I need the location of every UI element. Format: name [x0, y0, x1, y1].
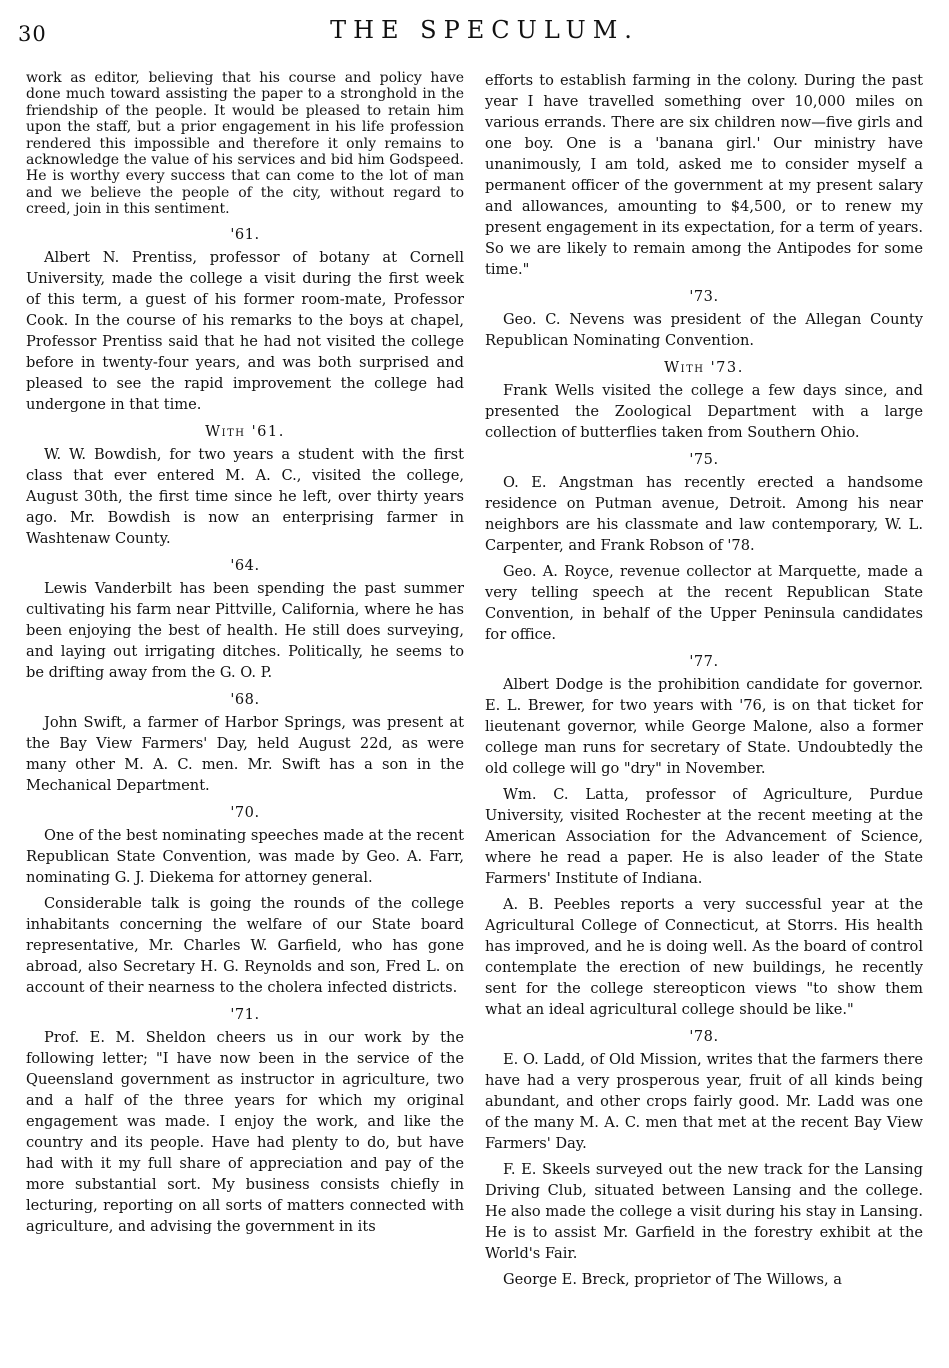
paragraph-latta: Wm. C. Latta, professor of Agriculture, Purdue University, visited Rochester at the recent meeting at the American Association for the Advancement of Science, where he read a paper. He is also leader of the State Farmers' Institute of Indiana.: [485, 786, 923, 887]
paragraph-farr: One of the best nominating speeches made at the recent Republican State Convention, was made by Geo. A. Farr, nominating G. J. Diekema for attorney general.: [26, 826, 464, 886]
paragraph-garfield: Considerable talk is going the rounds of the college inhabitants concerning the welfare of our State board representative, Mr. Charles W. Garfield, who has gone abroad, also Secretary H. G. Reynolds and son, Fred L. on account of their nearness to the cholera infected districts.: [26, 894, 464, 996]
class-heading-with-61: With '61.: [205, 422, 285, 440]
paragraph-ladd: E. O. Ladd, of Old Mission, writes that the farmers there have had a very prosperous year, fruit of all kinds being abundant, and other crops fairly good. Mr. Ladd was one of the many M. A. C. men that met at the recent Bay View Farmers' Day.: [485, 1051, 923, 1152]
class-heading-78: '78.: [689, 1028, 719, 1045]
class-heading-70: '70.: [230, 803, 260, 821]
paragraph-vanderbilt: Lewis Vanderbilt has been spending the past summer cultivating his farm near Pittville, California, where he has been enjoying the best of health. He still does surveying, and laying out irrigating ditches. Politically, he seems to be drifting away from the G. O. P.: [26, 579, 464, 681]
paragraph-peebles: A. B. Peebles reports a very successful year at the Agricultural College of Connecticut, at Storrs. His health has improved, and he is doing well. As the board of control contemplate the erection of new buildings, he recently sent for the college stereopticon views "to show them what an ideal agricultural college should be like.": [485, 896, 923, 1018]
paragraph-skeels: F. E. Skeels surveyed out the new track for the Lansing Driving Club, situated between Lansing and the college. He also made the college a visit during his stay in Lansing. He is to assist Mr. Garfield in the forestry exhibit at the World's Fair.: [485, 1161, 923, 1262]
class-heading-64: '64.: [230, 556, 260, 574]
page-header: [0, 14, 949, 54]
left-column: [26, 70, 464, 1242]
class-heading-with-73: With '73.: [664, 359, 744, 376]
class-heading-73: '73.: [689, 288, 719, 305]
paragraph-angstman: O. E. Angstman has recently erected a handsome residence on Putman avenue, Detroit. Among his near neighbors are his classmate and law contemporary, W. L. Carpenter, and Frank Robson of '78.: [485, 474, 923, 554]
page-number: 30: [18, 22, 47, 46]
paragraph-swift: John Swift, a farmer of Harbor Springs, was present at the Bay View Farmers' Day, held August 22d, as were many other M. A. C. men. Mr. Swift has a son in the Mechanical Department.: [26, 713, 464, 794]
paragraph-royce: Geo. A. Royce, revenue collector at Marquette, made a very telling speech at the recent Republican State Convention, in behalf of the Upper Peninsula candidates for office.: [485, 563, 923, 643]
class-heading-68: '68.: [230, 690, 260, 708]
paragraph-wells: Frank Wells visited the college a few days since, and presented the Zoological Department with a large collection of butterflies taken from Southern Ohio.: [485, 382, 923, 441]
class-heading-71: '71.: [230, 1005, 260, 1023]
class-heading-61: '61.: [230, 225, 260, 243]
paragraph-editor: work as editor, believing that his course and policy have done much toward assisting the paper to a stronghold in the friendship of the people. It would be pleased to retain him upon the staff, but a prior engagement in his life profession rendered this impossible and therefore it only remains to acknowledge the value of his services and bid him Godspeed. He is worthy every success that can come to the lot of man and we believe the people of the city, without regard to creed, join in this sentiment.: [26, 70, 464, 218]
class-heading-75: '75.: [689, 451, 719, 468]
paragraph-dodge: Albert Dodge is the prohibition candidate for governor. E. L. Brewer, for two years with '76, is on that ticket for lieutenant governor, while George Malone, also a former college man runs for secretary of State. Undoubtedly the old college will go "dry" in November.: [485, 676, 923, 777]
paragraph-prentiss: Albert N. Prentiss, professor of botany at Cornell University, made the college a visit during the first week of this term, a guest of his former room-mate, Professor Cook. In the course of his remarks to the boys at chapel, Professor Prentiss said that he had not visited the college before in twenty-four years, and was both surprised and pleased to see the rapid improvement the college had undergone in that time.: [26, 248, 464, 413]
class-heading-77: '77.: [689, 653, 719, 670]
paragraph-sheldon-continued: efforts to establish farming in the colony. During the past year I have travelled something over 10,000 miles on various errands. There are six children now—five girls and one boy. One is a 'banana girl.' Our ministry have unanimously, I am told, asked me to consider myself a permanent officer of the government at my present salary and allowances, amounting to $4,500, or to renew my present engagement in its expectation, for a term of years. So we are likely to remain among the Antipodes for some time.": [485, 72, 923, 278]
right-column: [485, 70, 923, 1295]
paragraph-sheldon: Prof. E. M. Sheldon cheers us in our work by the following letter; "I have now been in the service of the Queensland government as instructor in agriculture, two and a half of the three years for which my original engagement was made. I enjoy the work, and like the country and its people. Have had plenty to do, but have had with it my full share of appreciation and pay of the more substantial sort. My business consists chiefly in lecturing, reporting on all sorts of matters connected with agriculture, and advising the government in its: [26, 1028, 464, 1235]
paragraph-bowdish: W. W. Bowdish, for two years a student with the first class that ever entered M. A. C., visited the college, August 30th, the first time since he left, over thirty years ago. Mr. Bowdish is now an enterprising farmer in Washtenaw County.: [26, 445, 464, 547]
paragraph-breck: George E. Breck, proprietor of The Willows, a: [503, 1271, 842, 1288]
paragraph-nevens: Geo. C. Nevens was president of the Allegan County Republican Nominating Convention.: [485, 311, 923, 349]
running-title: THE SPECULUM.: [330, 16, 639, 44]
